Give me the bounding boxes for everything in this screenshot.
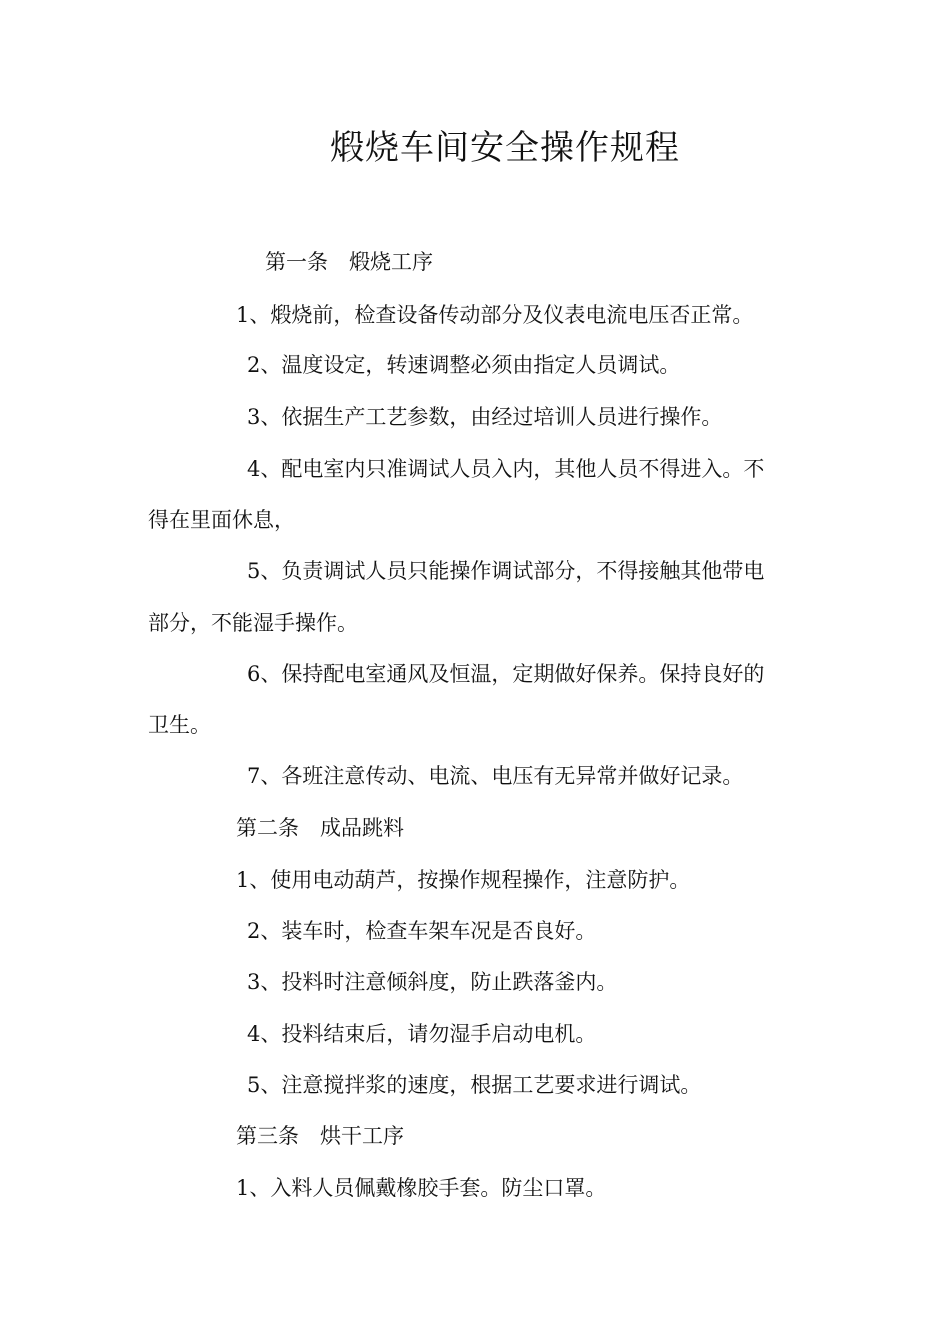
paragraph-line: 部分，不能湿手操作。 [148,611,358,635]
section-heading-2: 第二条 成品跳料 [236,816,404,840]
section-heading-1: 第一条 煅烧工序 [265,250,433,274]
paragraph-line: 4、投料结束后，请勿湿手启动电机。 [247,1022,597,1046]
paragraph-line: 2、装车时，检查车架车况是否良好。 [247,919,597,943]
paragraph-line: 卫生。 [148,713,211,737]
paragraph-line: 3、依据生产工艺参数，由经过培训人员进行操作。 [247,405,723,429]
paragraph-line: 6、保持配电室通风及恒温，定期做好保养。保持良好的 [247,662,765,686]
paragraph-line: 得在里面休息， [148,508,295,532]
paragraph-line: 1、入料人员佩戴橡胶手套。防尘口罩。 [236,1176,607,1200]
paragraph-line: 2、温度设定，转速调整必须由指定人员调试。 [247,353,681,377]
paragraph-line: 4、配电室内只准调试人员入内，其他人员不得进入。不 [247,457,765,481]
paragraph-line: 1、煅烧前，检查设备传动部分及仪表电流电压否正常。 [236,303,754,327]
paragraph-line: 5、负责调试人员只能操作调试部分，不得接触其他带电 [247,559,765,583]
paragraph-line: 7、各班注意传动、电流、电压有无异常并做好记录。 [247,764,744,788]
section-heading-3: 第三条 烘干工序 [236,1124,404,1148]
document-title: 煅烧车间安全操作规程 [330,128,680,168]
paragraph-line: 5、注意搅拌浆的速度，根据工艺要求进行调试。 [247,1073,702,1097]
paragraph-line: 3、投料时注意倾斜度，防止跌落釜内。 [247,970,618,994]
paragraph-line: 1、使用电动葫芦，按操作规程操作，注意防护。 [236,868,691,892]
